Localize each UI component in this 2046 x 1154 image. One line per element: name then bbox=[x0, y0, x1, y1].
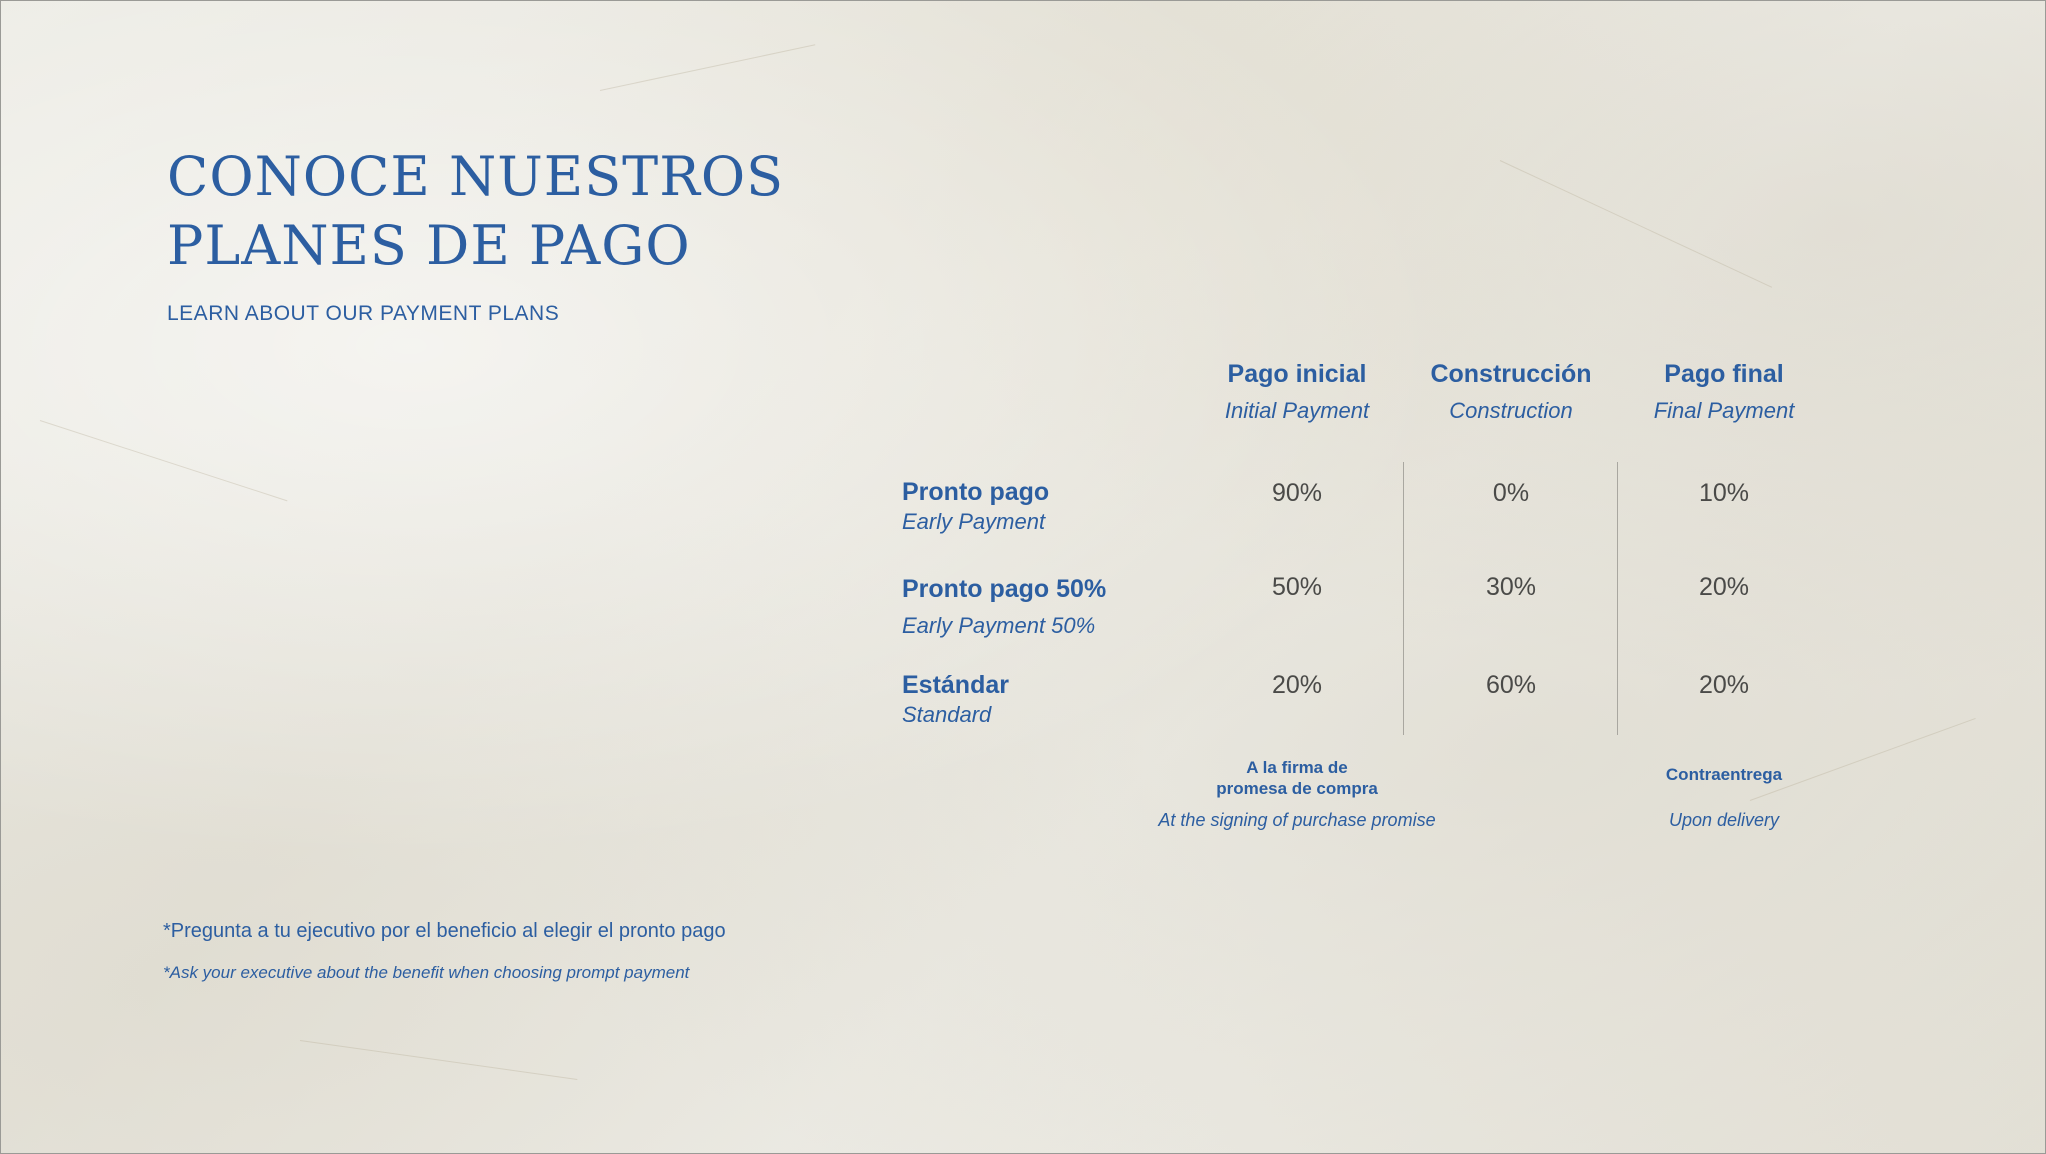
row-label-early-payment bbox=[902, 477, 1049, 537]
row-label-text: Pronto pago bbox=[902, 478, 1050, 506]
footnote: *Pregunta a tu ejecutivo por el beneficio al elegir el pronto pago bbox=[163, 920, 726, 942]
note-text: A la firma de bbox=[1246, 758, 1348, 777]
table-cell: 30% bbox=[1485, 573, 1537, 601]
column-header-translation: Final Payment bbox=[1653, 398, 1795, 423]
column-header-initial-payment bbox=[1177, 359, 1417, 426]
row-label-text: Pronto pago 50% bbox=[902, 575, 1107, 603]
column-header-label: Construcción bbox=[1430, 360, 1592, 388]
footnote-translation: *Ask your executive about the benefit when choosing prompt payment bbox=[163, 963, 690, 982]
note-final-payment bbox=[1544, 764, 1904, 831]
table-cell: 60% bbox=[1485, 671, 1537, 699]
table-cell: 20% bbox=[1698, 573, 1750, 601]
column-header-translation: Construction bbox=[1449, 398, 1573, 423]
note-text: promesa de compra bbox=[1216, 779, 1378, 798]
column-divider bbox=[1403, 462, 1404, 735]
column-header-label: Pago inicial bbox=[1227, 360, 1367, 388]
note-initial-payment bbox=[1117, 757, 1477, 831]
row-label-translation: Early Payment bbox=[902, 509, 1046, 534]
row-label-text: Estándar bbox=[902, 671, 1009, 699]
table-cell: 50% bbox=[1271, 573, 1323, 601]
note-translation: At the signing of purchase promise bbox=[1158, 810, 1436, 830]
row-label-early-payment-50 bbox=[902, 574, 1106, 641]
title-line-2: PLANES DE PAGO bbox=[167, 214, 691, 277]
column-header-final-payment bbox=[1604, 359, 1844, 426]
column-header-construction bbox=[1391, 359, 1631, 426]
title-line-1: CONOCE NUESTROS bbox=[167, 145, 785, 208]
row-label-translation: Early Payment 50% bbox=[902, 613, 1096, 638]
table-cell: 90% bbox=[1271, 479, 1323, 507]
page-subtitle: LEARN ABOUT OUR PAYMENT PLANS bbox=[167, 302, 560, 325]
column-header-translation: Initial Payment bbox=[1224, 398, 1370, 423]
column-divider bbox=[1617, 462, 1618, 735]
note-translation: Upon delivery bbox=[1668, 810, 1780, 830]
table-cell: 0% bbox=[1492, 479, 1530, 507]
note-text: Contraentrega bbox=[1665, 765, 1783, 784]
column-header-label: Pago final bbox=[1664, 360, 1784, 388]
table-cell: 20% bbox=[1271, 671, 1323, 699]
row-label-standard bbox=[902, 670, 1009, 730]
table-cell: 10% bbox=[1698, 479, 1750, 507]
row-label-translation: Standard bbox=[902, 702, 992, 727]
page-title bbox=[167, 142, 784, 280]
table-cell: 20% bbox=[1698, 671, 1750, 699]
